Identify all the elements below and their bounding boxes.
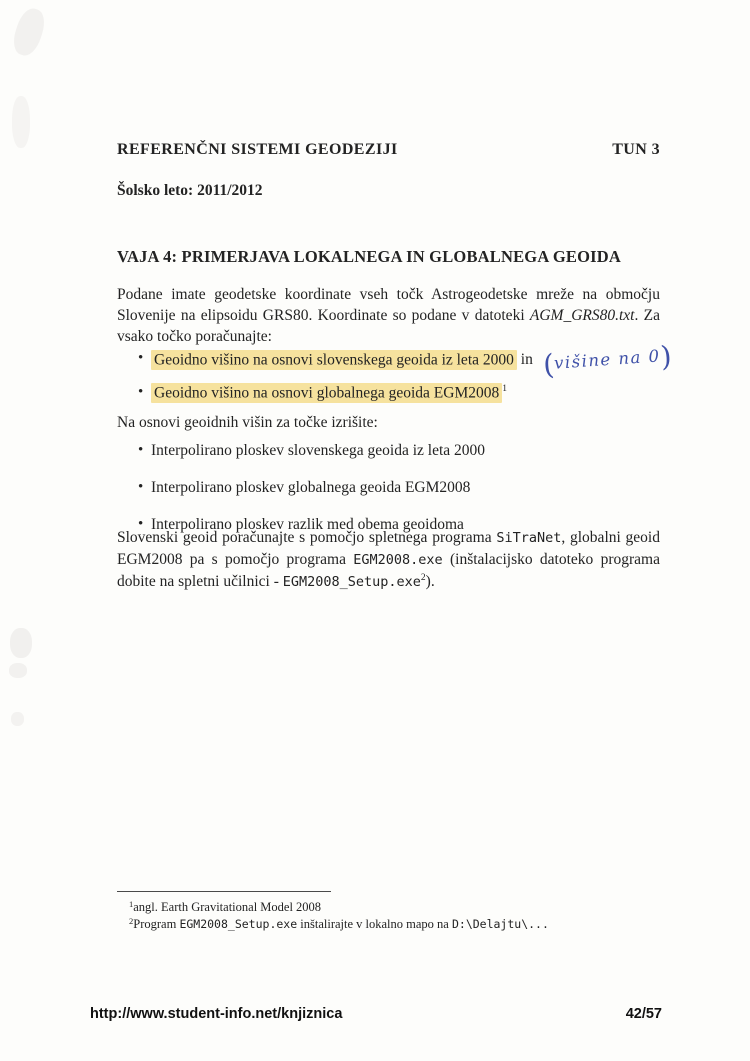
draw-item-2: Interpolirano ploskev globalnega geoida EGM2008: [151, 479, 471, 496]
scan-artifact: [12, 96, 30, 148]
annotation-text: višine na 0: [553, 346, 661, 373]
list-item: [117, 478, 660, 498]
footnote-1: [117, 899, 660, 916]
intro-paragraph: [117, 284, 660, 347]
intro-text-after: . Za vsako točko poračunajte:: [117, 307, 660, 345]
bullet-icon: •: [138, 479, 144, 495]
bullet-icon: •: [138, 442, 144, 458]
highlighted-task-2: Geoidno višino na osnovi globalnega geoida EGM2008: [151, 383, 502, 404]
closing-text-1: Slovenski geoid poračunajte s pomočjo spletnega programa: [117, 529, 497, 546]
list-item: [117, 383, 660, 403]
bullet-icon: •: [138, 516, 144, 532]
scan-artifact: [9, 663, 27, 678]
page-header: [117, 141, 660, 159]
program-name-egm2008-setup: EGM2008_Setup.exe: [282, 574, 421, 590]
data-file-name: AGM_GRS80.txt: [529, 307, 635, 324]
closing-paragraph: [117, 527, 660, 593]
course-title: REFERENČNI SISTEMI GEODEZIJI: [117, 141, 398, 158]
footnotes-block: [117, 891, 660, 932]
closing-text-3: (inštalacijsko datoteko programa dobite na spletni učilnici -: [117, 551, 660, 590]
footnote-2-marker: 2: [129, 915, 134, 926]
footnote-2-code-1: EGM2008_Setup.exe: [179, 916, 298, 931]
footnote-2-text-2: inštalirajte v lokalno mapo na: [297, 916, 452, 931]
school-year: Šolsko leto: 2011/2012: [117, 182, 263, 199]
draw-item-3: Interpolirano ploskev razlik med obema geoidoma: [151, 516, 464, 533]
annotation-open-paren: (: [541, 347, 556, 382]
task-list: [117, 339, 673, 416]
program-name-egm2008: EGM2008.exe: [353, 552, 443, 568]
task-1-tail: in: [516, 351, 533, 368]
footnote-1-marker: 1: [129, 899, 134, 909]
page-number: 42/57: [625, 1006, 662, 1022]
footnote-ref-1: 1: [502, 384, 508, 394]
section-title: VAJA 4: PRIMERJAVA LOKALNEGA IN GLOBALNEGA GEOIDA: [117, 247, 621, 266]
intro-text-before: Podane imate geodetske koordinate vseh točk Astrogeodetske mreže na območju Slovenije na elipsoidu GRS80. Koordinate so podane v datoteki: [117, 286, 660, 324]
footnote-1-text: angl. Earth Gravitational Model 2008: [133, 900, 322, 914]
scan-artifact: [10, 628, 32, 658]
list-item: [117, 339, 673, 382]
footnote-2-code-2: D:\Delajtu\...: [451, 916, 549, 931]
program-name-sitranet: SiTraNet: [496, 530, 562, 546]
bullet-icon: •: [138, 384, 144, 400]
footnote-rule: [117, 891, 331, 892]
page-footer: [90, 1006, 662, 1022]
closing-text-2: , globalni geoid EGM2008 pa s pomočjo programa: [117, 529, 660, 568]
scan-artifact: [9, 5, 49, 59]
highlighted-task-1: Geoidno višino na osnovi slovenskega geoida iz leta 2000: [151, 350, 517, 371]
scan-artifact: [11, 712, 24, 726]
footnote-2: [117, 916, 660, 933]
handwritten-annotation: [541, 339, 673, 382]
draw-intro: Na osnovi geoidnih višin za točke izrišite:: [117, 414, 378, 431]
list-item: [117, 441, 660, 461]
bullet-icon: •: [138, 350, 144, 366]
closing-text-4: ).: [425, 573, 435, 590]
footnote-ref-2: 2: [420, 573, 426, 583]
header-tag: TUN 3: [612, 141, 660, 158]
footnote-2-text-1: Program: [133, 916, 180, 931]
footer-url: http://www.student-info.net/knjiznica: [90, 1006, 343, 1022]
annotation-close-paren: ): [659, 339, 673, 374]
draw-item-1: Interpolirano ploskev slovenskega geoida iz leta 2000: [151, 442, 486, 459]
